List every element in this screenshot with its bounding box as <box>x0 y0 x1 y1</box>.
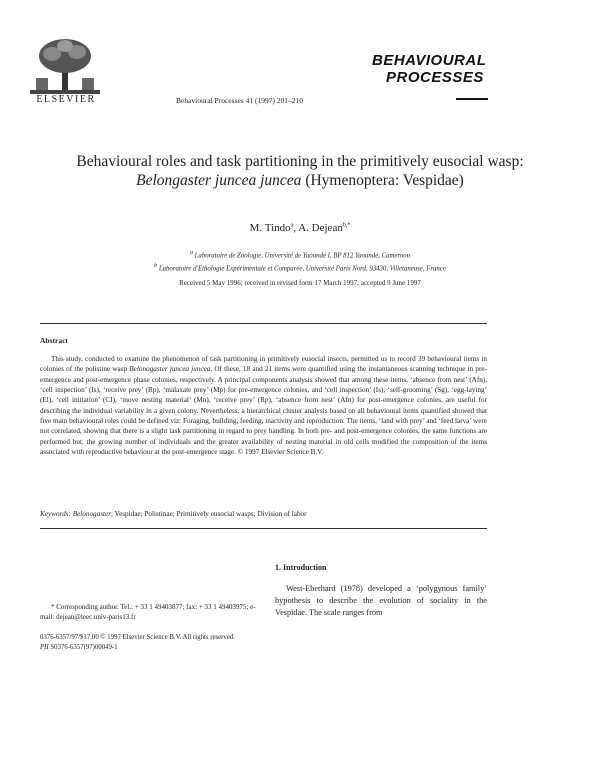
keywords-rest: ; Vespidae; Polistinae; Primitively eusocial wasps; Division of labor <box>111 510 307 518</box>
title-text: Behavioural roles and task partitioning in the primitively eusocial wasp: <box>76 153 524 170</box>
author-affil-mark: b,* <box>342 222 351 229</box>
corresponding-footnote: * Corresponding author. Tel.: + 33 1 49403877; fax: + 33 1 49403975; e-mail: dejean@leec.univ-paris13.fr <box>40 603 256 621</box>
abstract-heading: Abstract <box>40 336 68 345</box>
author-name: A. Dejean <box>298 222 343 234</box>
abstract-text-part: This study, conducted to examine the phenomenon of task partitioning in primitively eusocial insects, permitted us to record 39 behavioural items in colonies of the polistine wasp <box>40 355 487 374</box>
elsevier-tree-logo <box>30 36 100 94</box>
journal-logo <box>372 52 490 104</box>
affil-mark: a <box>189 250 193 256</box>
journal-citation: Behavioural Processes 41 (1997) 201–210 <box>176 96 304 105</box>
intro-paragraph: West-Eberhard (1978) developed a ‘polygynous family’ hypothesis to describe the evolution of sociality in the Vespidae. The scale ranges from <box>275 584 487 617</box>
affil-mark: b <box>154 263 158 270</box>
author-name: M. Tindo <box>249 222 291 234</box>
affiliation-a <box>60 248 540 261</box>
journal-logo-line2: PROCESSES <box>386 69 484 86</box>
pii-value: S0376-6357(97)00049-1 <box>48 644 118 651</box>
journal-logo-bar <box>456 98 488 100</box>
title-text-end: (Hymenoptera: Vespidae) <box>301 172 464 189</box>
affiliations <box>60 248 540 275</box>
abstract-species: Belonogaster juncea juncea <box>129 365 211 374</box>
author-separator: , <box>293 222 299 234</box>
keywords-label: Keywords: <box>40 510 71 518</box>
author-affil-mark: a <box>290 222 294 229</box>
article-title <box>60 152 540 190</box>
affil-text: Laboratoire d'Ethologie Expérimentale et Comparée, Université Paris Nord, 93430, Villetaneuse, France <box>158 265 446 273</box>
title-species: Belongaster juncea juncea <box>136 172 302 189</box>
publisher-name: ELSEVIER <box>36 94 96 105</box>
author-list <box>60 222 540 234</box>
keyword: Belonogaster <box>72 510 112 518</box>
divider-top <box>40 323 487 324</box>
copyright-line: 0376-6357/97/$17.00 © 1997 Elsevier Science B.V. All rights reserved. <box>40 634 235 641</box>
affiliation-b <box>60 261 540 274</box>
affil-text: Laboratoire de Zoologie, Université de Yaoundé I, BP 812 Yaoundé, Cameroon <box>194 252 411 260</box>
section-heading: 1. Introduction <box>275 563 327 572</box>
abstract-text-part: . Of these, 18 and 21 items were quantified using the instantaneous scanning technique in pre-emergence and post-emergence phase colonies, respectively. A principal components analysis showed that among these items, ‘absence from nest’ (Afn), ‘cell inspection’ (Is), ‘receive prey’ (Rp), ‘malaxate prey’ (Mp) for pre-emergence colonies, and ‘cell inspection’ (Is), ‘self-grooming’ (Sg), ‘egg-laying’ (El), ‘cell initiation’ (CI), ‘move nesting material’ (Mn), ‘receive prey’ (Rp), ‘absence from nest’ (Afn) for post-emergence colonies, are useful for describing the individual variability in a given colony. Nevertheless, a hierarchical cluster analysis based on all behavioural items quantified showed that five main behavioural roles could be defined viz: Foraging, building, feeding, inactivity and reproduction. The items, ‘land with prey’ and ‘feed larva’ were not correlated, showing that there is a slight task partitioning in regard to prey handling. In both pre- and post-emergence colonies, the same functions are performed but, the growing number of individuals and the greater availability of nesting material in old cells modified the composition of the items associated with reproductive behaviour at the post-emergence stage. © 1997 Elsevier Science B.V. <box>40 365 487 457</box>
divider-bottom <box>40 528 487 529</box>
keywords <box>40 510 487 518</box>
received-dates: Received 5 May 1996; received in revised form 17 March 1997; accepted 9 June 1997 <box>179 279 421 287</box>
copyright-block <box>40 633 300 653</box>
journal-logo-line1: BEHAVIOURAL <box>372 52 487 69</box>
pii-label: PII <box>40 644 49 651</box>
pii-line <box>40 643 300 653</box>
abstract-text <box>40 354 487 457</box>
